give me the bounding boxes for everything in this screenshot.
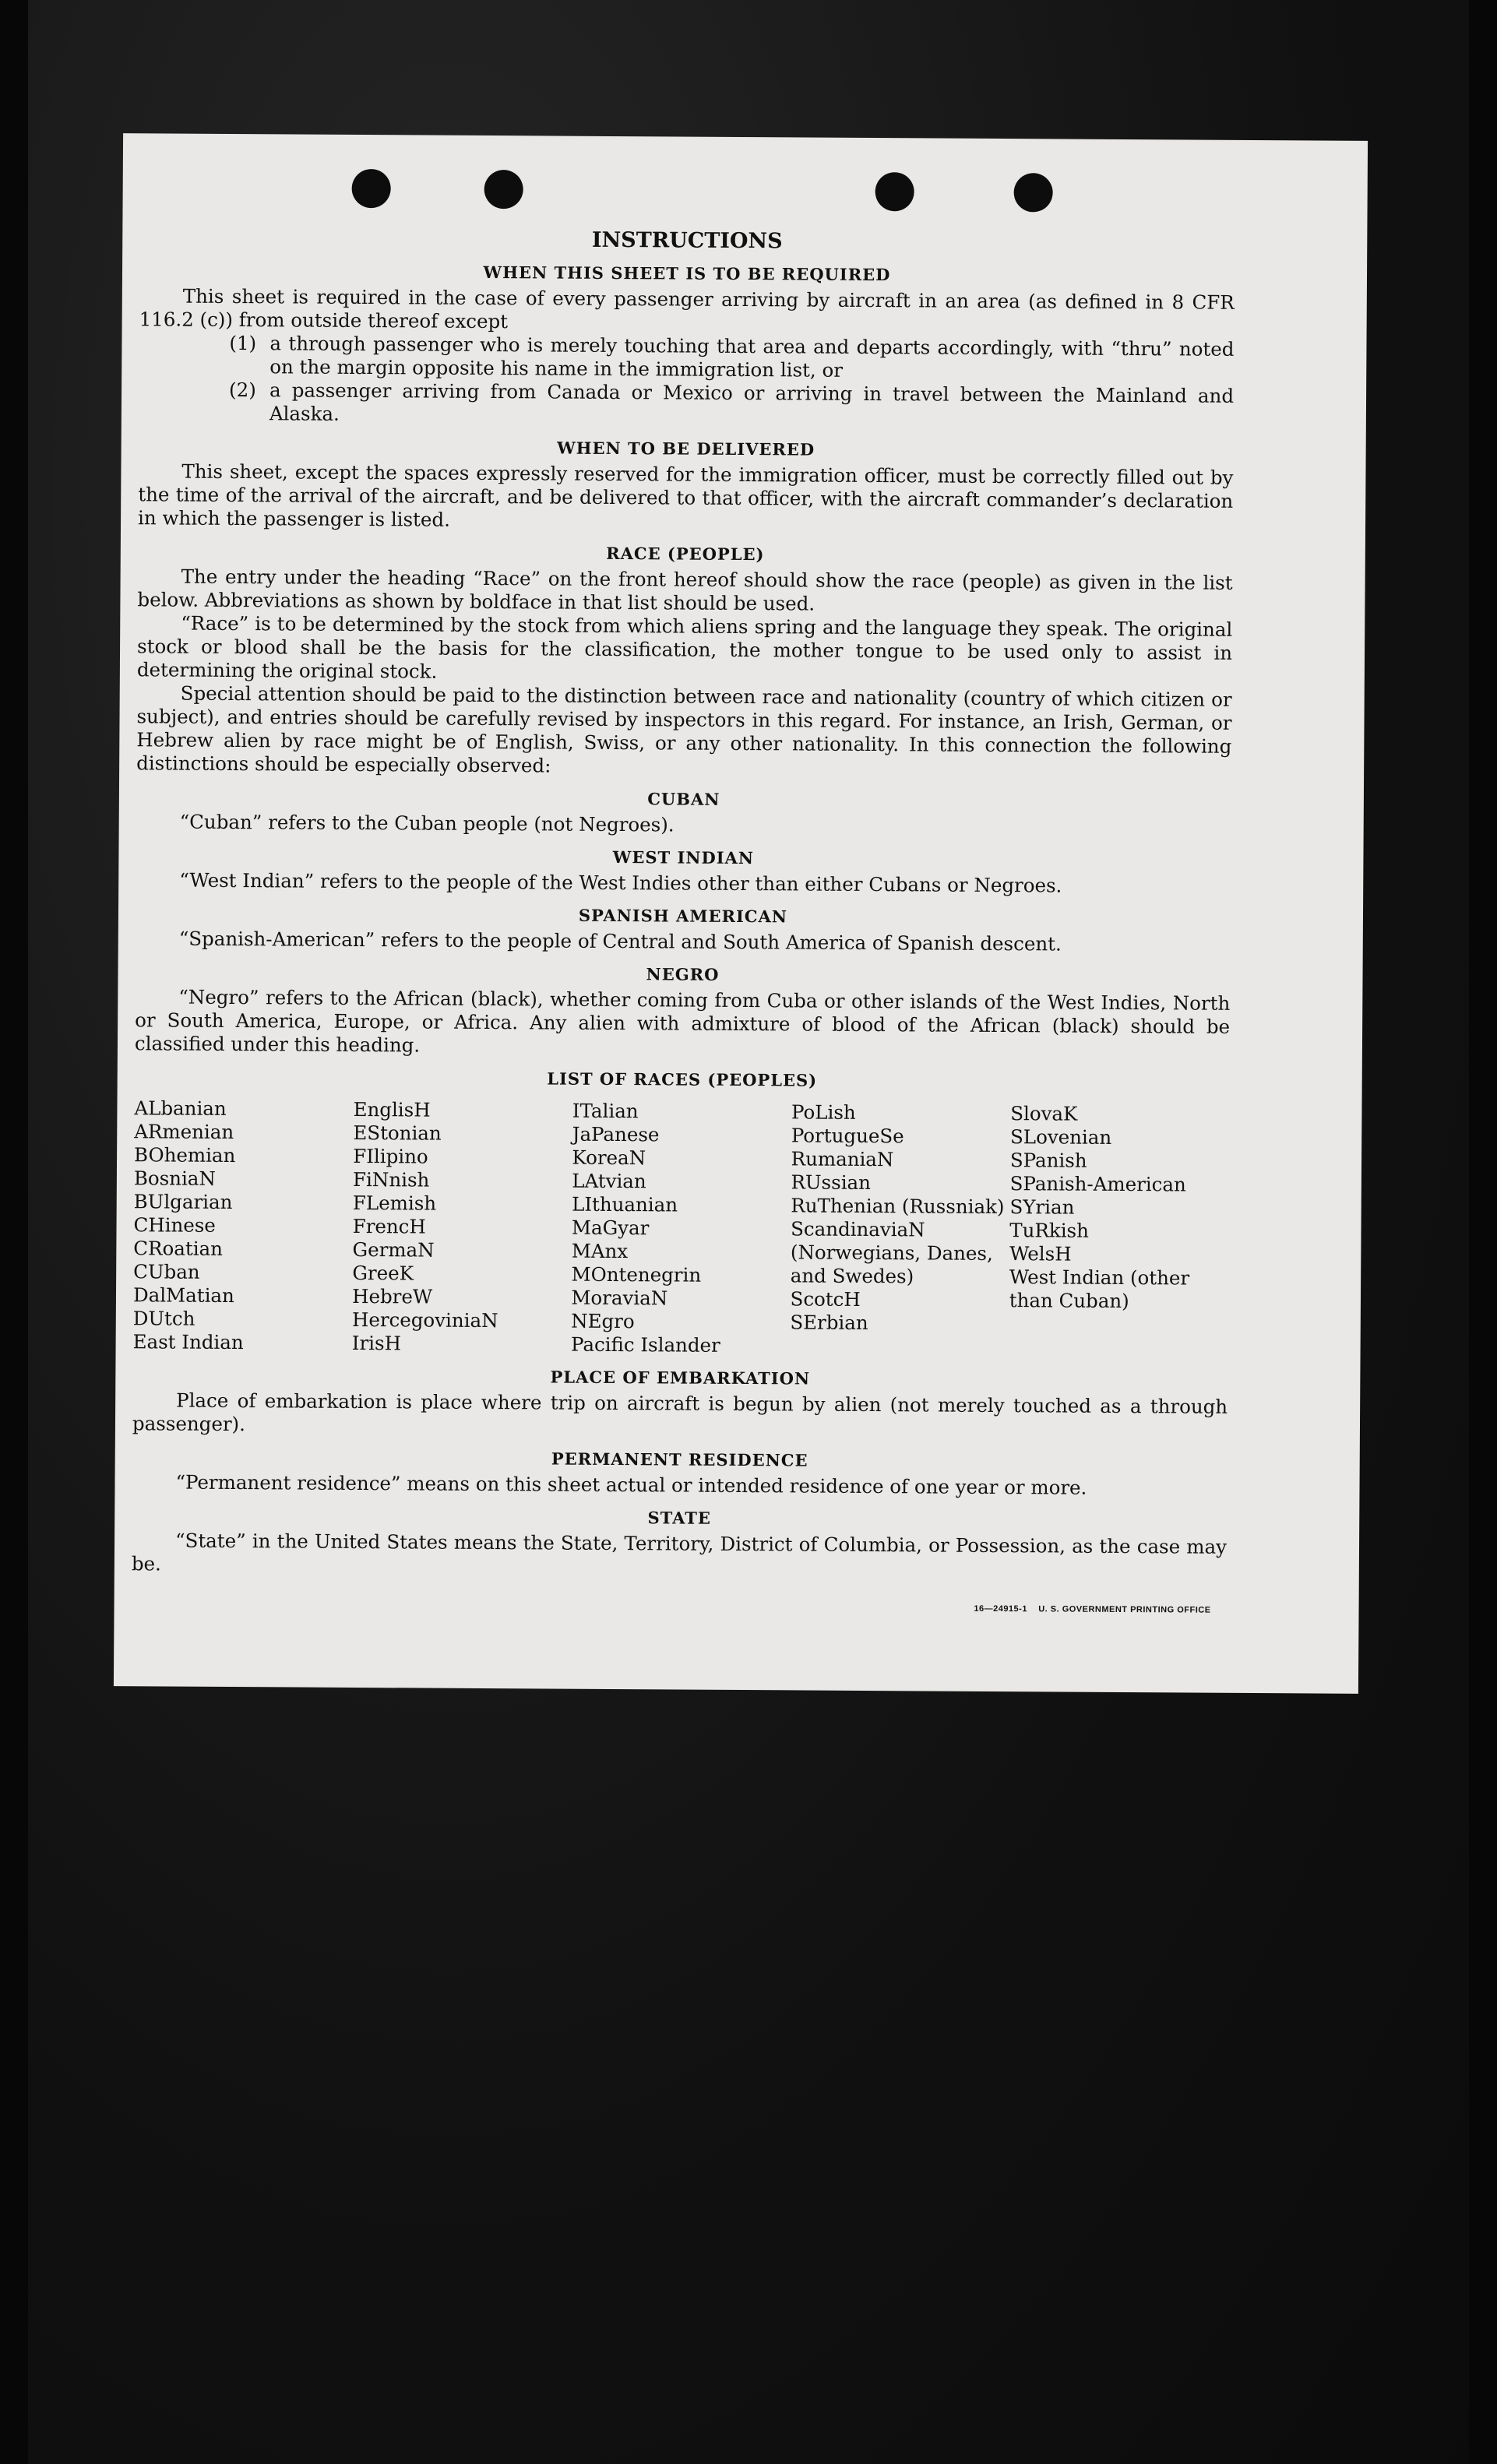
film-edge-left [0, 0, 28, 2464]
race-entry: EStonian [353, 1121, 442, 1145]
race-entry: CHinese [133, 1213, 216, 1237]
race-entry: East Indian [132, 1330, 244, 1354]
section-heading-list: LIST OF RACES (PEOPLES) [547, 1068, 818, 1090]
race-entry: BUlgarian [133, 1190, 233, 1214]
race-entry: GermaN [352, 1237, 435, 1262]
races-column [133, 1096, 354, 1355]
race-entry: MOntenegrin [571, 1262, 702, 1287]
printer-imprint: U. S. GOVERNMENT PRINTING OFFICE [1038, 1604, 1211, 1615]
race-entry: GreeK [352, 1261, 414, 1285]
race-entry: FrencH [352, 1214, 426, 1238]
race-entry: MAnx [571, 1239, 629, 1263]
document-sheet [114, 133, 1368, 1694]
section-heading-cuban: CUBAN [647, 789, 720, 809]
section-heading-required: WHEN THIS SHEET IS TO BE REQUIRED [483, 262, 891, 285]
race-entry: RumaniaN [791, 1147, 894, 1171]
race-entry: ARmenian [134, 1120, 234, 1144]
race-entry: RuThenian (Russniak) [791, 1194, 1005, 1219]
race-entry: SLovenian [1009, 1125, 1112, 1149]
cuban-text: “Cuban” refers to the Cuban people (not Negroes). [179, 810, 675, 836]
race-entry: CUban [133, 1260, 200, 1283]
item-text: a through passenger who is merely touching that area and departs accordingly, with “thru” noted on the margin opposite his name in the immigration list, or [269, 332, 1235, 382]
race-paragraph: “Race” is to be determined by the stock from which aliens spring and the language they speak. The original stock or blood shall be the basis for the classification, the mother tongue to be used only to assist in determining the original stock. [136, 611, 1233, 683]
race-entry: RUssian [791, 1170, 872, 1195]
section-heading-spanish-american: SPANISH AMERICAN [578, 905, 788, 927]
list-item [139, 331, 1234, 385]
form-footer [974, 1604, 1210, 1615]
film-edge-right [1469, 0, 1497, 2464]
race-entry: HercegoviniaN [351, 1308, 498, 1332]
race-entry: LAtvian [572, 1169, 646, 1193]
race-entry: ScotcH [790, 1287, 861, 1311]
race-entry: NEgro [571, 1309, 635, 1333]
race-entry: MaGyar [571, 1216, 650, 1240]
race-entry: LIthuanian [572, 1192, 678, 1216]
race-entry: SPanish [1009, 1149, 1087, 1172]
race-entry: BosniaN [133, 1167, 216, 1190]
section-heading-embarkation: PLACE OF EMBARKATION [550, 1367, 811, 1389]
race-entry: PoLish [791, 1100, 856, 1124]
race-paragraph: The entry under the heading “Race” on the front hereof should show the race (people) as given in the list below. Abbreviations as shown by boldface in that list should be used. [137, 565, 1233, 615]
race-entry: DUtch [132, 1307, 195, 1330]
section-heading-west-indian: WEST INDIAN [612, 847, 755, 868]
race-entry: FLemish [352, 1191, 437, 1215]
punch-hole [484, 170, 523, 209]
race-entry: FIlipino [353, 1144, 428, 1168]
race-entry: MoraviaN [571, 1286, 668, 1310]
races-column [352, 1098, 572, 1357]
race-entry: SYrian [1009, 1195, 1075, 1219]
item-number: (1) [229, 331, 257, 355]
section-heading-residence: PERMANENT RESIDENCE [551, 1448, 808, 1470]
list-item [139, 378, 1234, 431]
race-entry: SlovaK [1010, 1102, 1078, 1125]
race-entry: DalMatian [132, 1283, 234, 1308]
race-entry: BOhemian [134, 1143, 236, 1167]
required-intro: This sheet is required in the case of every passenger arriving by aircraft in an area (as defined in 8 CFR 116.2 (c)) from outside thereof except [139, 284, 1235, 333]
race-entry: TuRkish [1009, 1219, 1090, 1242]
race-entry: KoreaN [572, 1146, 646, 1170]
section-heading-negro: NEGRO [646, 964, 720, 984]
section-heading-state: STATE [647, 1508, 712, 1528]
punch-hole [1014, 173, 1053, 212]
section-heading-race: RACE (PEOPLE) [606, 543, 765, 565]
punch-hole [875, 172, 914, 211]
state-text: “State” in the United States means the State, Territory, District of Columbia, or Possession, as the case may be. [131, 1529, 1228, 1575]
negro-text: “Negro” refers to the African (black), whether coming from Cuba or other islands of the West Indies, North or South America, Europe, or Africa. Any alien with admixture of blood of the African (black) should be classified under this heading. [134, 985, 1231, 1057]
race-entry: ITalian [572, 1099, 639, 1123]
race-entry: West Indian (other than Cuban) [1009, 1265, 1190, 1313]
delivered-text: This sheet, except the spaces expressly reserved for the immigration officer, must be correctly filled out by the time of the arrival of the aircraft, and be delivered to that officer, with the aircraft commander’s declaration in which the passenger is listed. [138, 459, 1234, 531]
item-text: a passenger arriving from Canada or Mexico or arriving in travel between the Mainland and Alaska. [269, 378, 1235, 425]
race-entry: ScandinaviaN (Norwegians, Danes, and Swedes) [790, 1217, 993, 1288]
section-heading-delivered: WHEN TO BE DELIVERED [557, 438, 815, 459]
punch-hole [352, 169, 391, 208]
race-entry: EnglisH [353, 1097, 431, 1121]
race-paragraph: Special attention should be paid to the distinction between race and nationality (country of which citizen or subject), and entries should be carefully revised by inspectors in this regard. For instance, an Irish, German, or Hebrew alien by race might be of English, Swiss, or any other nationality. In this connection the following distinctions should be especially observed: [136, 681, 1232, 777]
race-entry: WelsH [1009, 1242, 1072, 1265]
races-column [1009, 1102, 1229, 1360]
race-entry: SPanish-American [1009, 1172, 1186, 1196]
west-indian-text: “West Indian” refers to the people of the West Indies other than either Cubans or Negroes. [179, 868, 1062, 897]
race-entry: IrisH [351, 1331, 402, 1355]
races-list [133, 1096, 1230, 1360]
embarkation-text: Place of embarkation is place where trip on aircraft is begun by alien (not merely touched as a through passenger). [132, 1389, 1228, 1436]
race-entry: JaPanese [572, 1122, 660, 1146]
residence-text: “Permanent residence” means on this sheet actual or intended residence of one year or more. [175, 1470, 1087, 1499]
race-entry: CRoatian [133, 1237, 224, 1260]
item-number: (2) [229, 378, 256, 402]
page-title: INSTRUCTIONS [591, 227, 783, 254]
form-number: 16—24915-1 [974, 1603, 1028, 1614]
races-column [790, 1100, 1010, 1359]
race-entry: Pacific Islander [570, 1332, 720, 1357]
race-entry: ALbanian [134, 1096, 227, 1120]
spanish-american-text: “Spanish-American” refers to the people of Central and South America of Spanish descent. [178, 927, 1062, 956]
race-entry: PortugueSe [791, 1124, 904, 1148]
race-entry: SErbian [790, 1311, 868, 1335]
race-entry: FiNnish [353, 1167, 430, 1192]
race-entry: HebreW [352, 1284, 433, 1308]
races-column [571, 1100, 791, 1358]
